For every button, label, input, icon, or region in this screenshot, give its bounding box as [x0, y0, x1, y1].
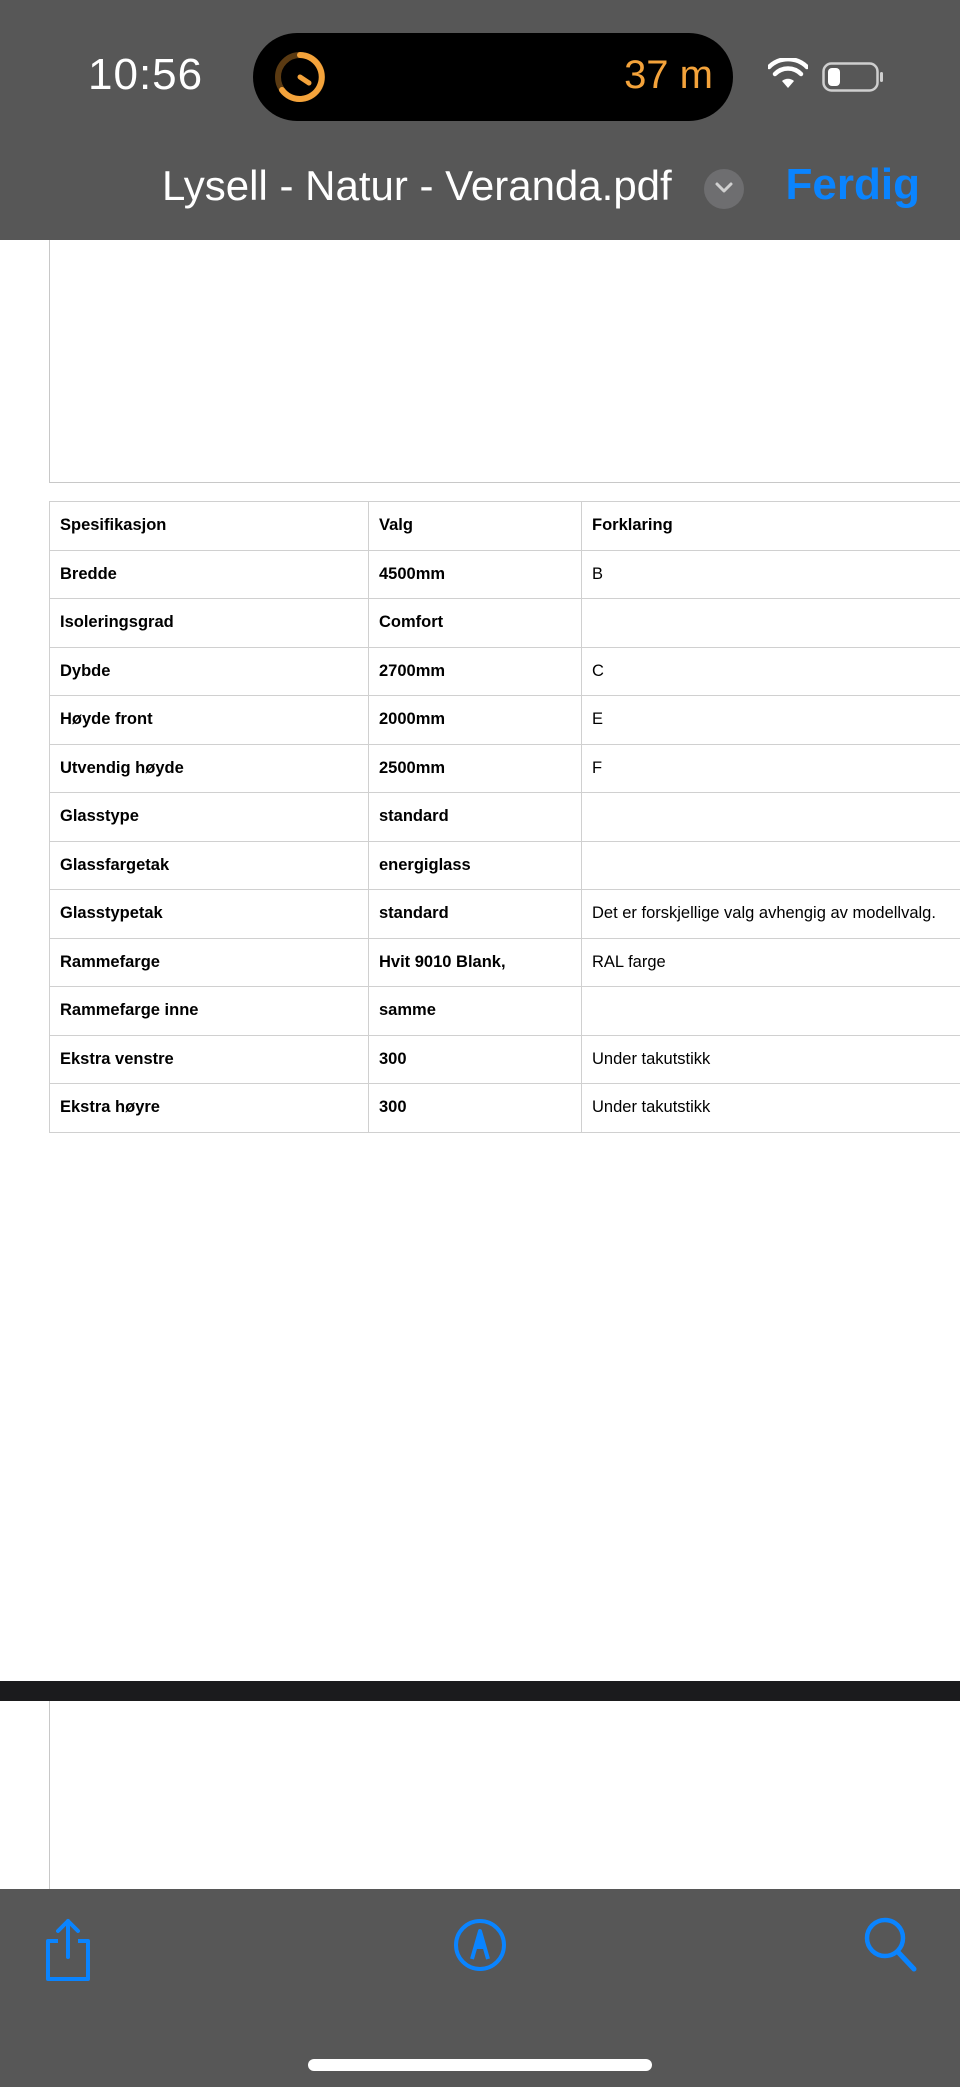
pdf-page-next [0, 1701, 960, 1889]
spec-value: Comfort [369, 599, 582, 648]
spec-name: Bredde [50, 550, 369, 599]
spec-value: 2700mm [369, 647, 582, 696]
spec-note [582, 599, 960, 648]
spec-name: Utvendig høyde [50, 744, 369, 793]
done-button[interactable]: Ferdig [785, 160, 920, 209]
diagram-frame [49, 240, 960, 483]
table-row [50, 1084, 960, 1133]
spec-table [49, 501, 960, 1133]
status-bar [0, 0, 960, 140]
share-icon[interactable] [40, 1917, 96, 1983]
spec-name: Ekstra venstre [50, 1035, 369, 1084]
table-row [50, 550, 960, 599]
spec-value: samme [369, 987, 582, 1036]
spec-name: Ekstra høyre [50, 1084, 369, 1133]
table-row [50, 841, 960, 890]
spec-note [582, 987, 960, 1036]
page-separator [0, 1681, 960, 1701]
spec-value: 300 [369, 1035, 582, 1084]
table-row [50, 599, 960, 648]
status-time: 10:56 [88, 50, 204, 99]
spec-note [582, 793, 960, 842]
table-row [50, 793, 960, 842]
spec-value: 2500mm [369, 744, 582, 793]
table-row [50, 987, 960, 1036]
table-row [50, 744, 960, 793]
search-icon[interactable] [862, 1915, 918, 1973]
wifi-icon [768, 58, 808, 90]
spec-note: RAL farge [582, 938, 960, 987]
spec-note [582, 841, 960, 890]
spec-value: 300 [369, 1084, 582, 1133]
spec-name: Glasstype [50, 793, 369, 842]
spec-note: B [582, 550, 960, 599]
table-row [50, 696, 960, 745]
home-indicator[interactable] [308, 2059, 652, 2071]
diagram-frame-line [49, 1701, 50, 1889]
spec-name: Høyde front [50, 696, 369, 745]
spec-note: Under takutstikk [582, 1084, 960, 1133]
document-title[interactable]: Lysell - Natur - Veranda.pdf [162, 162, 672, 209]
spec-name: Isoleringsgrad [50, 599, 369, 648]
dynamic-island[interactable] [253, 33, 733, 121]
timer-ring-icon [273, 50, 327, 104]
spec-name: Glassfargetak [50, 841, 369, 890]
spec-note: Under takutstikk [582, 1035, 960, 1084]
header-cell: Valg [369, 502, 582, 551]
timer-text: 37 m [624, 53, 713, 97]
spec-note: Det er forskjellige valg avhengig av modellvalg. [582, 890, 960, 939]
pdf-page [0, 240, 960, 1680]
spec-value: standard [369, 793, 582, 842]
spec-note: E [582, 696, 960, 745]
table-header-row [50, 502, 960, 551]
spec-name: Glasstypetak [50, 890, 369, 939]
table-row [50, 1035, 960, 1084]
markup-icon[interactable] [452, 1917, 508, 1973]
spec-name: Rammefarge [50, 938, 369, 987]
spec-value: energiglass [369, 841, 582, 890]
navigation-bar [0, 140, 960, 240]
spec-value: Hvit 9010 Blank, [369, 938, 582, 987]
spec-value: 4500mm [369, 550, 582, 599]
header-cell: Forklaring [582, 502, 960, 551]
spec-note: F [582, 744, 960, 793]
header-cell: Spesifikasjon [50, 502, 369, 551]
table-row [50, 890, 960, 939]
bottom-toolbar [0, 1889, 960, 2087]
battery-icon [822, 62, 884, 92]
table-row [50, 938, 960, 987]
spec-note: C [582, 647, 960, 696]
chevron-down-icon[interactable] [704, 169, 744, 209]
table-row [50, 647, 960, 696]
spec-value: 2000mm [369, 696, 582, 745]
spec-name: Rammefarge inne [50, 987, 369, 1036]
spec-value: standard [369, 890, 582, 939]
spec-name: Dybde [50, 647, 369, 696]
